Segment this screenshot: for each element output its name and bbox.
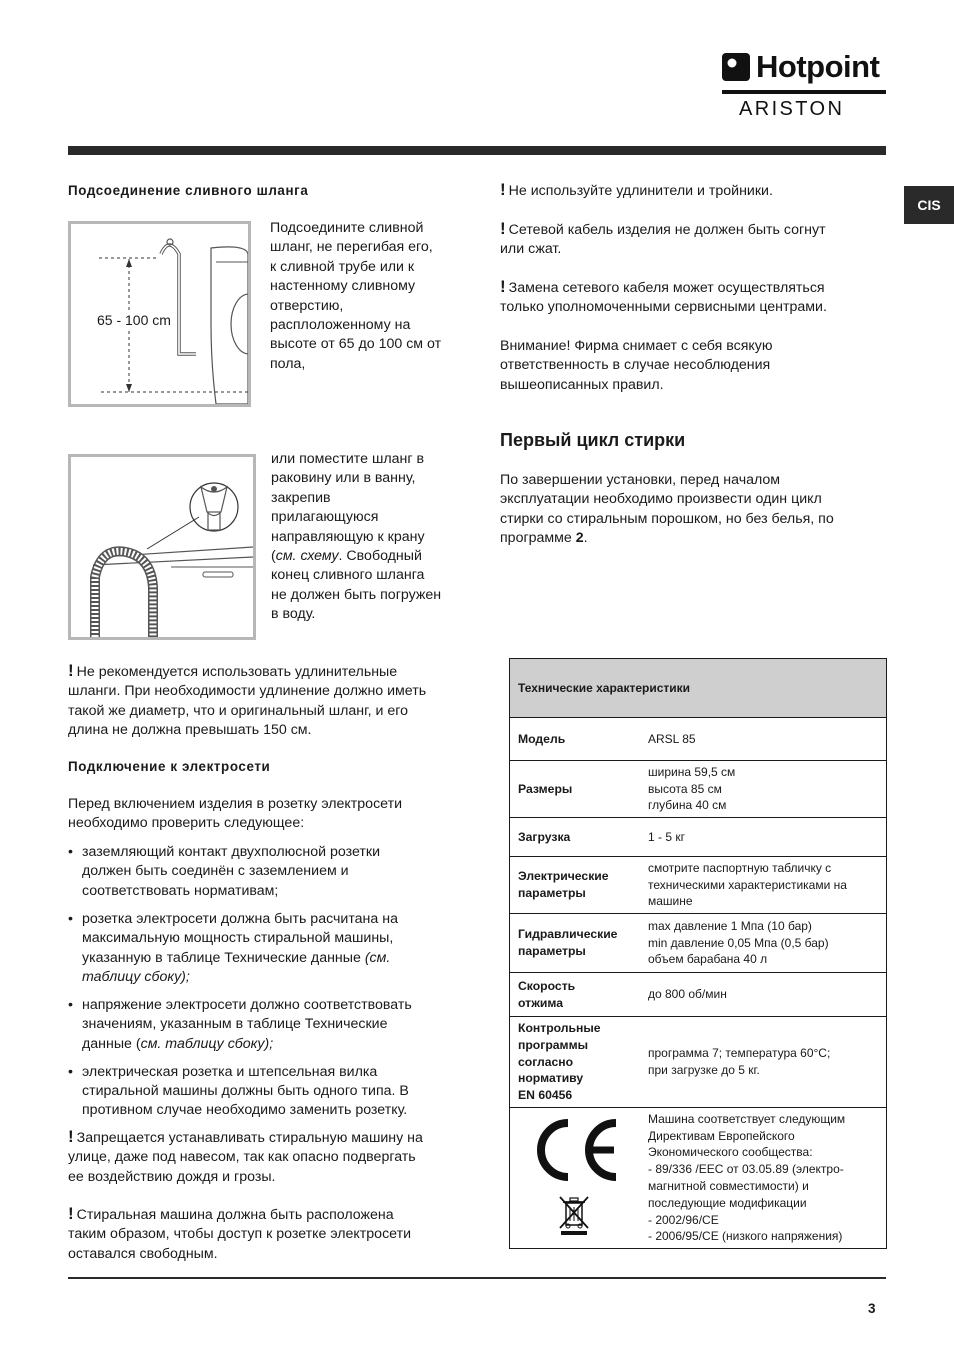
text-line: или поместите шланг в: [271, 451, 425, 467]
text-line: или сжат.: [500, 241, 562, 258]
hotpoint-logo-mark-icon: [722, 53, 750, 81]
text-line: - 2002/96/CE: [648, 1212, 719, 1227]
text-line: значениям, указанным в таблице Технические: [82, 1016, 388, 1033]
text-line: направляющую к крану: [271, 528, 425, 545]
spec-value: [638, 718, 887, 761]
italic-ref: см. схему: [275, 548, 339, 565]
text-line: Загрузка: [518, 829, 571, 844]
ce-mark-icon: [526, 1115, 622, 1185]
text-span: Не рекомендуется использовать удлинительные: [76, 664, 398, 680]
text-line: стиральной машины должны быть одного типа. В: [82, 1082, 409, 1099]
text-line: вышеописанных правил.: [500, 376, 664, 393]
spec-value: [638, 857, 887, 914]
text-line: такой же диаметр, что и оригинальный шланг, и его: [68, 702, 408, 719]
text-line: только уполномоченными сервисными центрами.: [500, 299, 827, 316]
language-tab[interactable]: CIS: [904, 186, 954, 224]
text-line: Директивам Европейского: [648, 1128, 795, 1143]
list-item: [68, 910, 468, 988]
spec-value: [638, 914, 887, 973]
text-line: Скорость: [518, 978, 576, 993]
text-line: пола,: [270, 355, 306, 372]
text-line: ARSL 85: [648, 731, 696, 746]
text-line: соответствовать нормативам;: [82, 882, 279, 899]
text-span: Замена сетевого кабеля может осуществляться: [508, 280, 825, 296]
text-line: таким образом, чтобы доступ к розетке электросети: [68, 1226, 411, 1243]
text-line: отжима: [518, 995, 564, 1010]
table-row: [510, 818, 887, 857]
spec-value: [638, 761, 887, 818]
text-line: ее воздействию дождя и грозы.: [68, 1168, 276, 1185]
text-line: магнитной совместимости) и: [648, 1179, 809, 1193]
weee-bin-icon: [557, 1194, 591, 1236]
text-line: По завершении установки, перед началом: [500, 472, 781, 488]
text-line: Электрические: [518, 869, 609, 884]
text-span: Не используйте удлинители и тройники.: [508, 183, 773, 199]
brand-sub: ARISTON: [739, 98, 845, 120]
text-line: [82, 968, 468, 987]
text-line: Модель: [518, 731, 566, 746]
text-line: (см. схему. Свободный: [271, 548, 422, 565]
table-header-row: [510, 659, 887, 718]
text-line: в воду.: [271, 606, 316, 623]
text-line: к сливной трубе или к: [270, 258, 415, 275]
warning-icon: !: [500, 180, 506, 199]
text-line: Машина соответствует следующим: [648, 1111, 846, 1126]
text-line: программа 7; температура 60°C;: [648, 1046, 831, 1061]
spec-value: [638, 1017, 887, 1108]
text-line: Подсоедините сливной: [270, 220, 424, 236]
text-line: закрепив: [271, 489, 331, 506]
spec-key: [510, 761, 639, 818]
liability-notice: [500, 337, 890, 395]
first-wash-paragraph: [500, 471, 890, 549]
table-row: [510, 1108, 887, 1249]
text-line: оставался свободным.: [68, 1245, 218, 1262]
text-line: шланг, не перегибая его,: [270, 239, 433, 256]
text-span: данные (: [82, 1035, 141, 1052]
text-line: при загрузке до 5 кг.: [648, 1063, 760, 1077]
text-line: машине: [648, 894, 693, 909]
italic-ref: см. таблицу сбоку);: [140, 1035, 274, 1052]
text-line: Контрольные: [518, 1021, 601, 1035]
text-line: отверстию,: [270, 297, 344, 314]
text-line: настенному сливному: [270, 278, 416, 295]
text-line: длина не должна превышать 150 см.: [68, 722, 312, 739]
table-row: [510, 1017, 887, 1108]
text-line: Перед включением изделия в розетку электросети: [68, 796, 402, 812]
text-line: программы: [518, 1037, 588, 1052]
text-line: должен быть соединён с заземлением и: [82, 863, 349, 880]
text-line: Внимание! Фирма снимает с себя всякую: [500, 338, 773, 354]
text-line: согласно: [518, 1054, 574, 1069]
text-span: .: [583, 530, 588, 547]
text-line: [500, 182, 890, 201]
top-rule: [68, 146, 886, 155]
text-line: [500, 529, 890, 548]
text-line: min давление 0,05 Мпа (0,5 бар): [648, 935, 829, 950]
table-row: [510, 973, 887, 1017]
text-line: до 800 об/мин: [648, 987, 727, 1002]
drain-paragraph-1: [270, 219, 460, 374]
table-row: [510, 718, 887, 761]
text-line: параметры: [518, 944, 586, 958]
brand-name: Hotpoint: [756, 49, 880, 84]
text-line: • электрическая розетка и штепсельная вилка: [82, 1063, 378, 1080]
text-line: max давление 1 Мпа (10 бар): [648, 918, 812, 933]
text-line: расплоложенному на: [270, 317, 411, 334]
drain-heading: Подсоединение сливного шланга: [68, 183, 309, 198]
drain-sink-figure: [68, 454, 256, 640]
text-line: • розетка электросети должна быть расчитана на: [82, 910, 398, 927]
page-number: 3: [868, 1301, 876, 1316]
text-line: раковину или в ванну,: [271, 470, 416, 487]
specs-title: Технические характеристики: [510, 659, 887, 718]
text-line: максимальную мощность стиральной машины,: [82, 930, 394, 947]
list-item: [68, 843, 468, 901]
text-line: противном случае необходимо заменить розетку.: [82, 1102, 408, 1119]
text-line: нормативу: [518, 1071, 584, 1086]
program-number: 2: [575, 530, 584, 547]
warning-icon: !: [68, 1127, 74, 1146]
text-line: улице, даже под навесом, так как опасно подвергать: [68, 1149, 416, 1166]
text-line: EN 60456: [518, 1088, 573, 1103]
warning-icon: !: [68, 661, 74, 680]
text-line: [68, 1129, 468, 1148]
warning-icon: !: [500, 277, 506, 296]
text-line: [500, 221, 890, 240]
spec-key: [510, 718, 639, 761]
text-line: эксплуатации необходимо произвести один цикл: [500, 491, 822, 508]
text-line: • напряжение электросети должно соответствовать: [82, 996, 412, 1013]
fig1-height-label: 65 - 100 cm: [97, 312, 171, 328]
specs-table: [509, 658, 887, 1249]
no-extension-warning: [500, 182, 890, 201]
text-span: Сетевой кабель изделия не должен быть согнут: [508, 222, 826, 238]
list-item: [68, 996, 468, 1054]
extension-hose-warning: [68, 663, 468, 741]
text-span: Запрещается устанавливать стиральную машину на: [76, 1130, 423, 1146]
sink-hose-illustration: [71, 457, 253, 637]
text-line: объем барабана 40 л: [648, 952, 768, 967]
italic-ref: (см.: [364, 949, 391, 966]
text-line: высота 85 см: [648, 781, 722, 796]
text-line: прилагающуюся: [271, 509, 379, 526]
text-line: Гидравлические: [518, 927, 618, 942]
spec-key: [510, 973, 639, 1017]
text-line: [68, 663, 468, 682]
spec-key: [510, 857, 639, 914]
text-line: шланги. При необходимости удлинение должно иметь: [68, 683, 427, 700]
text-line: смотрите паспортную табличку с: [648, 860, 832, 875]
cable-replacement-warning: [500, 279, 890, 318]
text-line: • заземляющий контакт двухполюсной розетки: [82, 844, 380, 860]
warning-icon: !: [68, 1204, 74, 1223]
spec-key: [510, 818, 639, 857]
spec-key: [510, 914, 639, 973]
text-line: [82, 949, 468, 968]
text-line: Экономического сообщества:: [648, 1145, 813, 1160]
table-row: [510, 914, 887, 973]
text-line: стирки со стиральным порошком, но без белья, по: [500, 510, 834, 527]
text-span: программе: [500, 530, 576, 547]
text-line: ширина 59,5 см: [648, 764, 736, 779]
electric-intro: [68, 795, 468, 834]
table-row: [510, 761, 887, 818]
text-line: Размеры: [518, 781, 573, 796]
text-line: [82, 1035, 468, 1054]
text-span: . Свободный: [338, 548, 422, 565]
text-line: последующие модификации: [648, 1195, 807, 1210]
italic-ref: таблицу сбоку);: [82, 968, 190, 985]
spec-key: [510, 1017, 639, 1108]
spec-value: [638, 973, 887, 1017]
ce-directives: [638, 1108, 887, 1249]
text-line: - 2006/95/CE (низкого напряжения): [648, 1229, 843, 1244]
text-span: указанную в таблице Технические данные: [82, 949, 361, 966]
drain-paragraph-2: [271, 450, 461, 625]
list-item: [68, 1063, 468, 1121]
text-line: [500, 279, 890, 298]
socket-access-warning: [68, 1206, 468, 1264]
text-line: глубина 40 см: [648, 798, 727, 813]
text-line: необходимо проверить следующее:: [68, 815, 305, 832]
text-line: параметры: [518, 886, 586, 900]
warning-icon: !: [500, 219, 506, 238]
text-line: ответственность в случае несоблюдения: [500, 357, 771, 374]
text-line: не должен быть погружен: [271, 586, 442, 603]
text-line: конец сливного шланга: [271, 567, 425, 584]
text-line: 1 - 5 кг: [648, 829, 685, 844]
ce-mark-cell: [510, 1108, 639, 1249]
brand-logo: [722, 48, 888, 123]
table-row: [510, 857, 887, 914]
bottom-rule: [68, 1277, 886, 1279]
text-line: высоте от 65 до 100 см от: [270, 336, 442, 353]
electric-heading: Подключение к электросети: [68, 759, 271, 774]
cable-bend-warning: [500, 221, 890, 260]
outdoor-warning: [68, 1129, 468, 1187]
text-span: Стиральная машина должна быть расположена: [76, 1207, 394, 1223]
spec-value: [638, 818, 887, 857]
text-line: техническими характеристиками на: [648, 877, 847, 892]
text-line: [68, 1206, 468, 1225]
text-line: - 89/336 /EEC от 03.05.89 (электро-: [648, 1162, 844, 1177]
electric-checklist: [68, 843, 468, 1129]
first-wash-heading: Первый цикл стирки: [500, 430, 686, 450]
